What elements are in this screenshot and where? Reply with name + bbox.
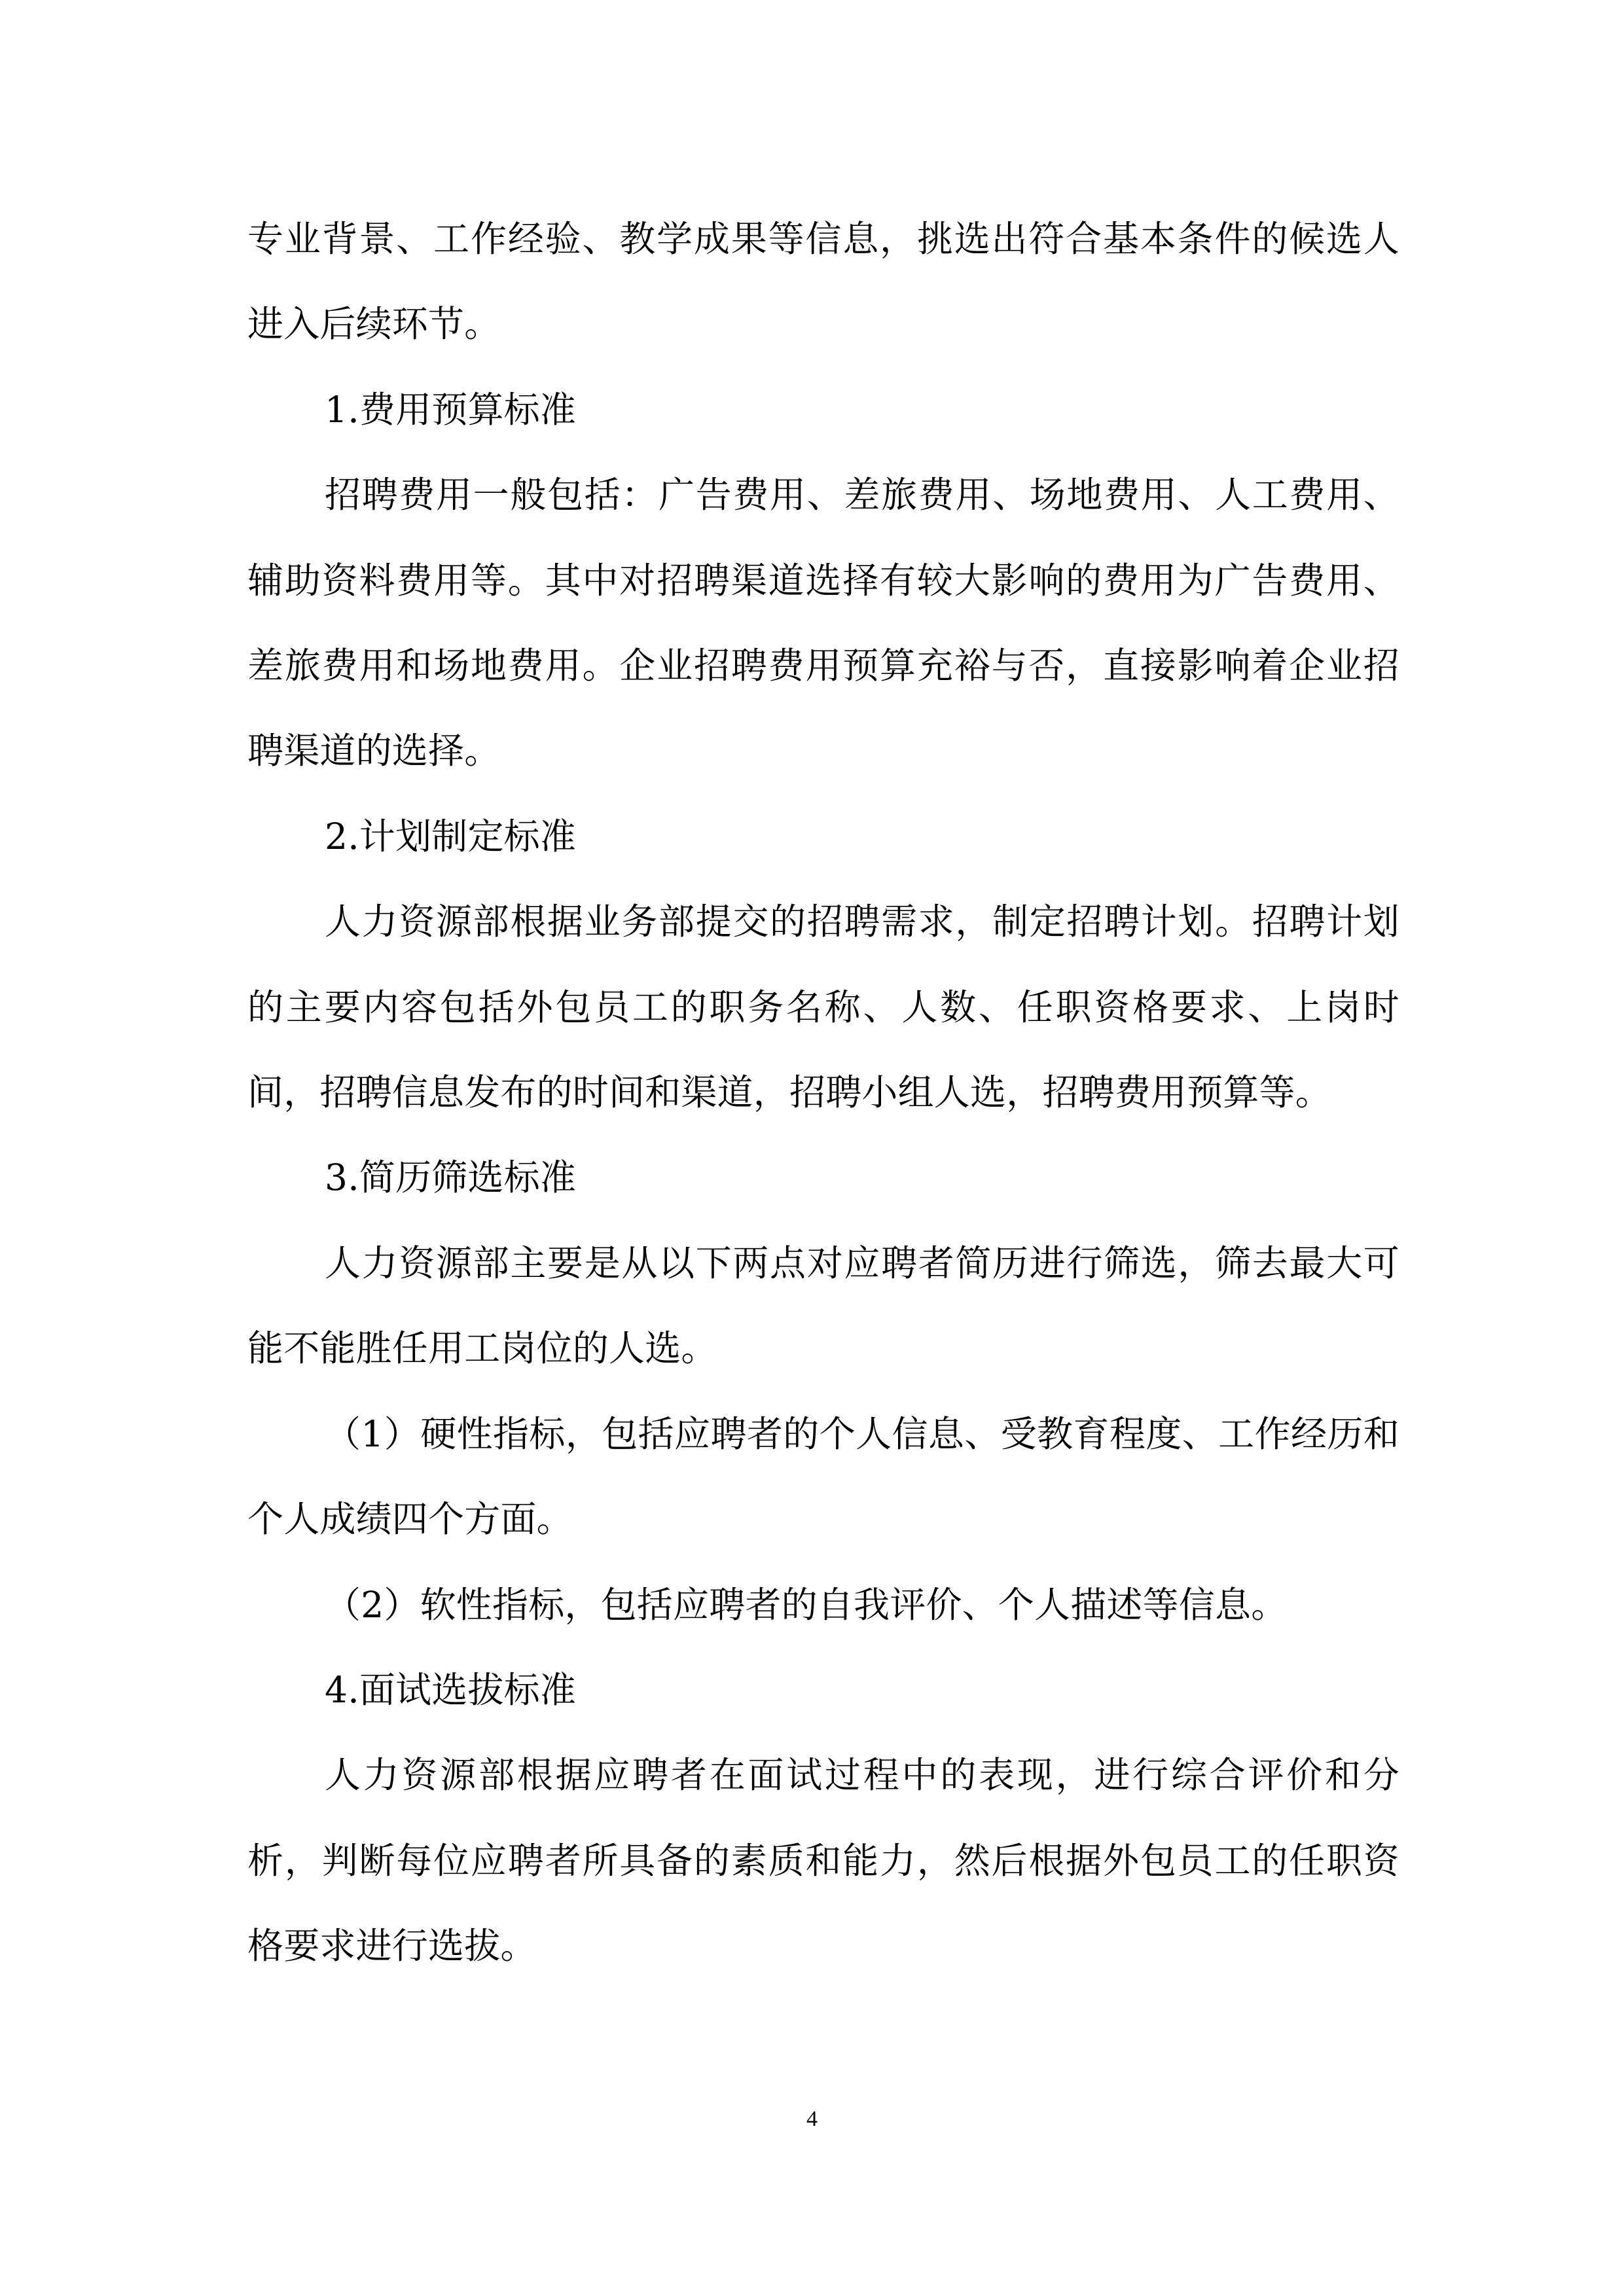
page-number: 4 (806, 2107, 818, 2131)
section-heading-interview: 4.面试选拔标准 (325, 1668, 577, 1711)
paragraph-plan: 人力资源部根据业务部提交的招聘需求，制定招聘计划。招聘计划的主要内容包括外包员工的职务名称、人数、任职资格要求、上岗时间，招聘信息发布的时间和渠道，招聘小组人选，招聘费用预算等。 (247, 901, 1399, 1114)
list-item-hard-indicators: （1）硬性指标，包括应聘者的个人信息、受教育程度、工作经历和个人成绩四个方面。 (247, 1412, 1399, 1541)
paragraph-interview: 人力资源部根据应聘者在面试过程中的表现，进行综合评价和分析，判断每位应聘者所具备的素质和能力，然后根据外包员工的任职资格要求进行选拔。 (247, 1754, 1399, 1967)
paragraph-resume: 人力资源部主要是从以下两点对应聘者简历进行筛选，筛去最大可能不能胜任用工岗位的人选。 (247, 1242, 1399, 1370)
section-heading-resume: 3.简历筛选标准 (325, 1157, 577, 1199)
section-heading-budget: 1.费用预算标准 (325, 388, 577, 431)
list-item-soft-indicators: （2）软性指标，包括应聘者的自我评价、个人描述等信息。 (325, 1583, 1288, 1626)
document-body (247, 196, 1399, 1989)
section-heading-plan: 2.计划制定标准 (325, 815, 577, 857)
paragraph-budget: 招聘费用一般包括：广告费用、差旅费用、场地费用、人工费用、辅助资料费用等。其中对招聘渠道选择有较大影响的费用为广告费用、差旅费用和场地费用。企业招聘费用预算充裕与否，直接影响着企业招聘渠道的选择。 (247, 474, 1399, 772)
paragraph-continuation: 专业背景、工作经验、教学成果等信息，挑选出符合基本条件的候选人进入后续环节。 (247, 218, 1399, 346)
